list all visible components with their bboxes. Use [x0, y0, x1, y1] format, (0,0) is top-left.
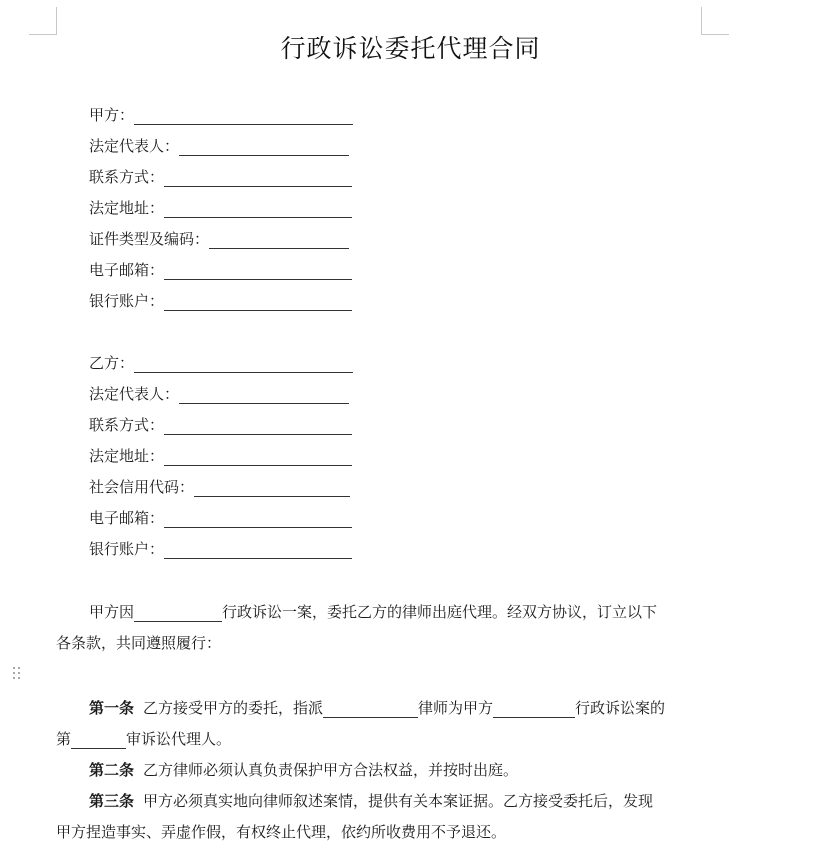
- field-label: 银行账户：: [89, 540, 165, 558]
- field-label: 银行账户：: [89, 292, 165, 310]
- party-a-name-field: [89, 105, 353, 125]
- intro-line-1: [89, 602, 657, 622]
- fill-in-blank[interactable]: [164, 264, 352, 280]
- fill-in-blank[interactable]: [164, 202, 352, 218]
- article-3-line-2: [56, 822, 506, 842]
- intro-text: 行政诉讼一案，委托乙方的律师出庭代理。经双方协议，订立以下: [222, 603, 658, 621]
- fill-in-blank[interactable]: [134, 357, 353, 373]
- party-a-email-field: [89, 260, 352, 280]
- party-b-address-field: [89, 446, 352, 466]
- fill-in-blank[interactable]: [134, 606, 222, 622]
- field-label: 联系方式：: [89, 168, 165, 186]
- field-label: 联系方式：: [89, 416, 165, 434]
- fill-in-blank[interactable]: [71, 733, 126, 749]
- article-2-line-1: [89, 760, 518, 780]
- article-text: 第: [56, 730, 72, 748]
- article-text: 乙方接受甲方的委托，指派: [143, 699, 324, 717]
- party-b-bank-field: [89, 539, 352, 559]
- field-label: 社会信用代码：: [89, 478, 195, 496]
- party-b-name-field: [89, 353, 353, 373]
- fill-in-blank[interactable]: [179, 140, 349, 156]
- party-b-contact-field: [89, 415, 352, 435]
- field-label: 法定代表人：: [89, 385, 180, 403]
- party-a-legal-rep-field: [89, 136, 349, 156]
- fill-in-blank[interactable]: [164, 512, 352, 528]
- field-label: 法定地址：: [89, 447, 165, 465]
- party-b-legal-rep-field: [89, 384, 349, 404]
- party-a-address-field: [89, 198, 352, 218]
- document-title: 行政诉讼委托代理合同: [280, 34, 541, 63]
- fill-in-blank[interactable]: [179, 388, 349, 404]
- fill-in-blank[interactable]: [209, 233, 349, 249]
- drag-handle-icon[interactable]: [12, 666, 22, 682]
- field-label: 法定地址：: [89, 199, 165, 217]
- field-label: 甲方：: [89, 106, 135, 124]
- party-b-credit-code-field: [89, 477, 350, 497]
- article-heading: 第一条: [89, 699, 135, 717]
- intro-text: 甲方因: [89, 603, 135, 621]
- article-3-line-1: [89, 791, 653, 811]
- field-label: 电子邮箱：: [89, 261, 165, 279]
- party-a-bank-field: [89, 291, 352, 311]
- field-label: 法定代表人：: [89, 137, 180, 155]
- fill-in-blank[interactable]: [164, 419, 352, 435]
- article-1-line-1: [89, 698, 665, 718]
- fill-in-blank[interactable]: [194, 481, 350, 497]
- article-text: 乙方律师必须认真负责保护甲方合法权益，并按时出庭。: [143, 761, 519, 779]
- fill-in-blank[interactable]: [493, 702, 575, 718]
- fill-in-blank[interactable]: [164, 295, 352, 311]
- fill-in-blank[interactable]: [323, 702, 418, 718]
- party-a-contact-field: [89, 167, 352, 187]
- fill-in-blank[interactable]: [164, 450, 352, 466]
- article-text: 行政诉讼案的: [575, 699, 666, 717]
- field-label: 乙方：: [89, 354, 135, 372]
- fill-in-blank[interactable]: [164, 171, 352, 187]
- article-text: 律师为甲方: [418, 699, 494, 717]
- article-text: 审诉讼代理人。: [126, 730, 232, 748]
- article-heading: 第二条: [89, 761, 135, 779]
- fill-in-blank[interactable]: [134, 109, 353, 125]
- fill-in-blank[interactable]: [164, 543, 352, 559]
- intro-line-2: [56, 633, 221, 653]
- article-text: 甲方必须真实地向律师叙述案情，提供有关本案证据。乙方接受委托后，发现: [143, 792, 654, 810]
- article-heading: 第三条: [89, 792, 135, 810]
- article-1-line-2: [56, 729, 231, 749]
- article-text: 甲方捏造事实、弄虚作假，有权终止代理，依约所收费用不予退还。: [56, 823, 507, 841]
- party-a-id-field: [89, 229, 349, 249]
- field-label: 电子邮箱：: [89, 509, 165, 527]
- party-b-email-field: [89, 508, 352, 528]
- field-label: 证件类型及编码：: [89, 230, 210, 248]
- intro-text: 各条款，共同遵照履行：: [56, 634, 222, 652]
